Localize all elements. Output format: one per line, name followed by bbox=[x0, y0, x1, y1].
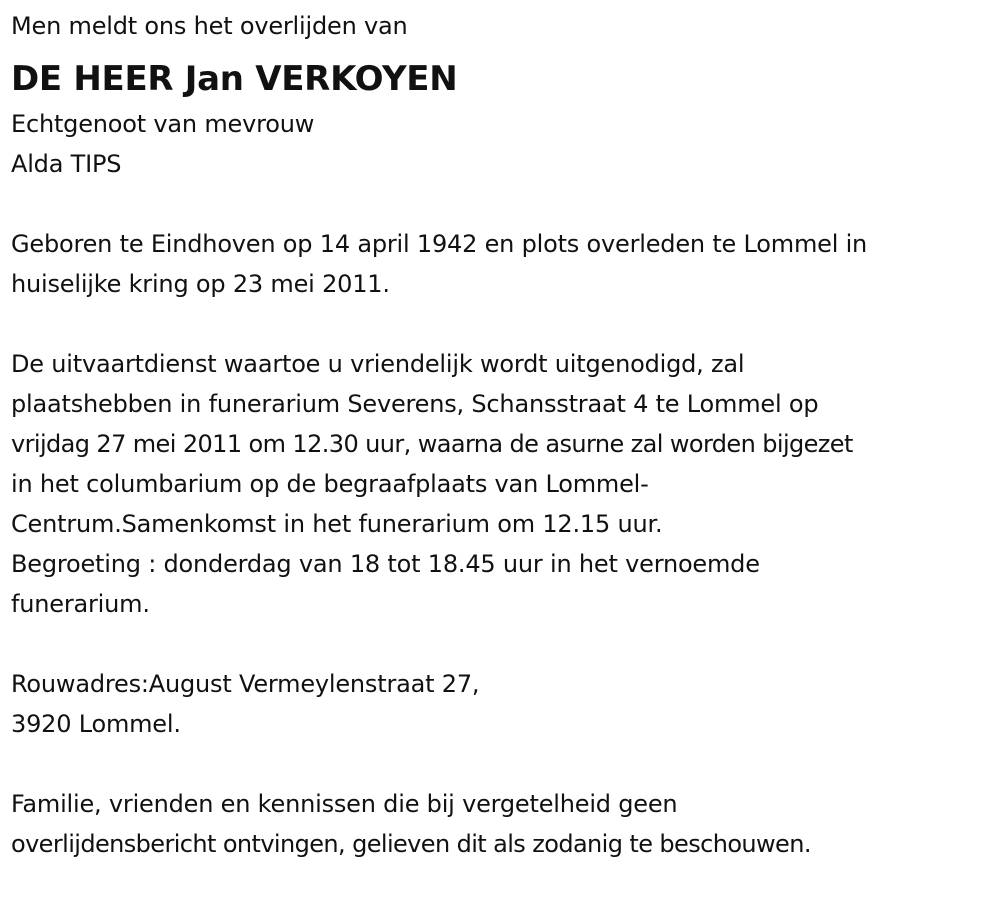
paragraph-gap bbox=[11, 624, 986, 664]
spouse-name: Alda TIPS bbox=[11, 150, 122, 178]
service-line: in het columbarium op de begraafplaats van Lommel- bbox=[11, 470, 649, 498]
service-line: funerarium. bbox=[11, 590, 150, 618]
paragraph-gap bbox=[11, 744, 986, 784]
paragraph-gap bbox=[11, 184, 986, 224]
death-announcement bbox=[11, 6, 986, 864]
address-line: Rouwadres:August Vermeylenstraat 27, bbox=[11, 670, 480, 698]
service-line: De uitvaartdienst waartoe u vriendelijk wordt uitgenodigd, zal bbox=[11, 350, 745, 378]
birth-death-line: huiselijke kring op 23 mei 2011. bbox=[11, 270, 390, 298]
spouse-line: Echtgenoot van mevrouw bbox=[11, 110, 315, 138]
closing-line: Familie, vrienden en kennissen die bij vergetelheid geen bbox=[11, 790, 678, 818]
closing-line: overlijdensbericht ontvingen, gelieven dit als zodanig te beschouwen. bbox=[11, 830, 811, 858]
service-line: vrijdag 27 mei 2011 om 12.30 uur, waarna de asurne zal worden bijgezet bbox=[11, 430, 853, 458]
deceased-name: DE HEER Jan VERKOYEN bbox=[11, 59, 458, 99]
paragraph-gap bbox=[11, 304, 986, 344]
birth-death-line: Geboren te Eindhoven op 14 april 1942 en plots overleden te Lommel in bbox=[11, 230, 868, 258]
service-line: plaatshebben in funerarium Severens, Schansstraat 4 te Lommel op bbox=[11, 390, 819, 418]
service-line: Centrum.Samenkomst in het funerarium om 12.15 uur. bbox=[11, 510, 663, 538]
intro-text: Men meldt ons het overlijden van bbox=[11, 12, 408, 40]
address-line: 3920 Lommel. bbox=[11, 710, 181, 738]
service-line: Begroeting : donderdag van 18 tot 18.45 uur in het vernoemde bbox=[11, 550, 760, 578]
